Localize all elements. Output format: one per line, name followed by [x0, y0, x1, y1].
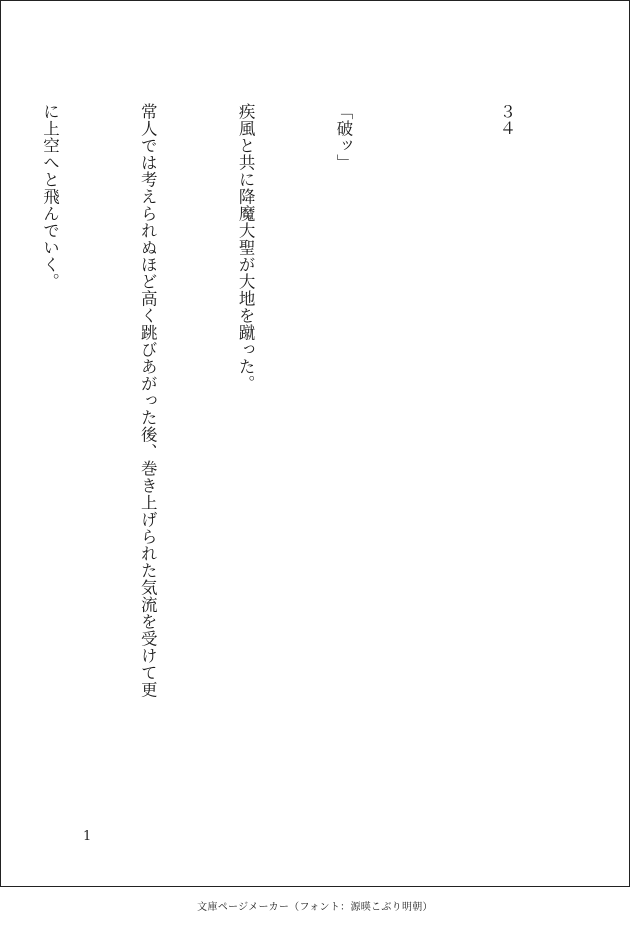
footer-credit: 文庫ページメーカー（フォント：源暎こぶり明朝） — [197, 902, 433, 913]
chapter-number: ３４ — [496, 103, 516, 136]
text-line-2: 疾風と共に降魔大聖が大地を蹴った。 — [236, 103, 256, 392]
text-line-3: 常人では考えられぬほど高く跳びあがった後、巻き上げられた気流を受けて更 — [138, 103, 158, 698]
text-line-1: 「破ッ」 — [333, 103, 353, 171]
vertical-text-block — [0, 103, 587, 823]
page-number: 1 — [83, 829, 92, 844]
text-line-4: に上空へと飛んでいく。 — [40, 103, 60, 290]
